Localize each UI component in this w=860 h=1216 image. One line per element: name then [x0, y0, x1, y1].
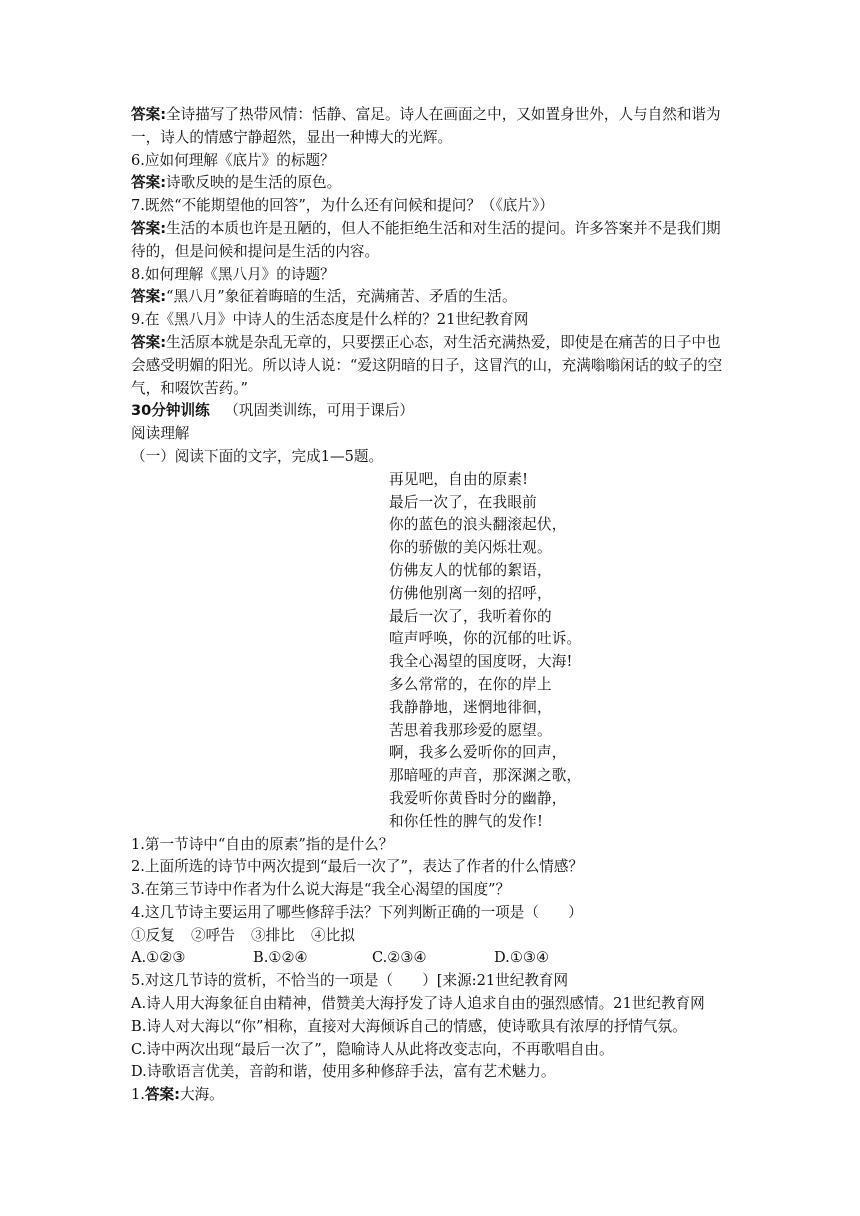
answer-label: 答案:: [144, 1086, 180, 1104]
poem-line: 啊，我多么爱听你的回声，: [389, 744, 567, 762]
answer-9-text: 生活原本就是杂乱无章的，只要摆正心态，对生活充满热爱，即使是在痛苦的日子中也会感受明媚的阳光。所以诗人说：“爱这阴暗的日子，这冒汽的山，充满嗡嗡闲话的蚊子的空气，和啜饮苦药。”: [131, 333, 723, 397]
poem-line: 喧声呼唤，你的沉郁的吐诉。: [389, 630, 582, 648]
answer-1: [131, 1084, 731, 1107]
answer-label: 答案:: [131, 106, 167, 123]
choice-option: D.①③④: [494, 949, 550, 967]
poem-line: 我静静地，迷惘地徘徊，: [389, 698, 552, 716]
training-heading: [131, 400, 731, 423]
poem-line: 仿佛他别离一刻的招呼，: [389, 584, 552, 602]
question-5: 5.对这几节诗的赏析，不恰当的一项是（ ）[来源:21世纪教育网: [131, 972, 569, 990]
poem-line: 再见吧，自由的原素!: [389, 470, 529, 488]
question-5-option: C.诗中两次出现“最后一次了”，隐喻诗人从此将改变志向，不再歌唱自由。: [131, 1040, 614, 1058]
training-title: 30分钟训练: [131, 402, 210, 420]
answer-label: 答案:: [131, 174, 167, 192]
poem-line: 那暗哑的声音，那深渊之歌，: [389, 767, 582, 785]
question-1: 1.第一节诗中“自由的原素”指的是什么？: [131, 835, 394, 853]
question-7: 7.既然“不能期望他的回答”，为什么还有问候和提问？（《底片》）: [131, 197, 554, 215]
poem-line: 仿佛友人的忧郁的絮语，: [389, 561, 552, 579]
answer-1-number: 1.: [131, 1086, 145, 1104]
figure-option: ④比拟: [311, 926, 355, 944]
figure-option: ②呼告: [191, 926, 235, 944]
choice-option: C.②③④: [372, 949, 427, 967]
poem-line: 我爱听你黄昏时分的幽静，: [389, 789, 567, 807]
reading-instruction: （一）阅读下面的文字，完成1—5题。: [131, 447, 384, 465]
question-9: 9.在《黑八月》中诗人的生活态度是什么样的？21世纪教育网: [131, 311, 529, 329]
answer-label: 答案:: [131, 219, 167, 237]
answer-5: [131, 104, 731, 150]
choice-option: A.①②③: [131, 949, 186, 967]
question-5-option: A.诗人用大海象征自由精神，借赞美大海抒发了诗人追求自由的强烈感情。21世纪教育网: [131, 995, 705, 1013]
figure-option: ③排比: [251, 926, 295, 944]
answer-1-text: 大海。: [179, 1086, 224, 1104]
question-4-choices: [131, 947, 731, 970]
answer-6: [131, 172, 731, 195]
poem-line: 和你任性的脾气的发作!: [389, 812, 544, 830]
poem-line: 我全心渴望的国度呀，大海!: [389, 653, 573, 671]
answer-label: 答案:: [131, 288, 167, 306]
question-4-figures: [131, 925, 731, 948]
answer-5-text: 全诗描写了热带风情：恬静、富足。诗人在画面之中，又如置身世外，人与自然和谐为一，诗人的情感宁静超然，显出一种博大的光辉。: [131, 106, 721, 146]
poem-excerpt: [389, 469, 731, 834]
poem-line: 多么常常的，在你的岸上: [389, 675, 552, 693]
training-category: 阅读理解: [131, 425, 190, 443]
question-5-option: D.诗歌语言优美，音韵和谐，使用多种修辞手法，富有艺术魅力。: [131, 1063, 556, 1081]
training-note: （巩固类训练，可用于课后）: [224, 402, 415, 420]
poem-line: 你的蓝色的浪头翻滚起伏，: [389, 516, 567, 534]
answer-8: [131, 286, 731, 309]
answer-8-text: “黑八月”象征着晦暗的生活，充满痛苦、矛盾的生活。: [166, 288, 517, 306]
question-6: 6.应如何理解《底片》的标题？: [131, 151, 335, 169]
figure-option: ①反复: [131, 926, 175, 944]
answer-9: [131, 332, 731, 400]
answer-6-text: 诗歌反映的是生活的原色。: [166, 174, 342, 192]
document-page: [131, 104, 731, 1107]
question-3: 3.在第三节诗中作者为什么说大海是“我全心渴望的国度”？: [131, 881, 511, 899]
answer-label: 答案:: [131, 333, 167, 351]
question-2: 2.上面所选的诗节中两次提到“最后一次了”，表达了作者的什么情感？: [131, 858, 584, 876]
poem-line: 苦思着我那珍爱的愿望。: [389, 721, 552, 739]
answer-7: [131, 218, 731, 264]
question-5-option: B.诗人对大海以“你”相称，直接对大海倾诉自己的情感，使诗歌具有浓厚的抒情气氛。: [131, 1017, 687, 1035]
question-4: 4.这几节诗主要运用了哪些修辞手法？下列判断正确的一项是（ ）: [131, 903, 583, 921]
poem-line: 最后一次了，我听着你的: [389, 607, 552, 625]
poem-line: 最后一次了，在我眼前: [389, 493, 537, 511]
poem-line: 你的骄傲的美闪烁壮观。: [389, 539, 552, 557]
answer-7-text: 生活的本质也许是丑陋的，但人不能拒绝生活和对生活的提问。许多答案并不是我们期待的，但是问候和提问是生活的内容。: [131, 219, 721, 260]
choice-option: B.①②④: [253, 949, 308, 967]
question-8: 8.如何理解《黑八月》的诗题？: [131, 265, 335, 283]
